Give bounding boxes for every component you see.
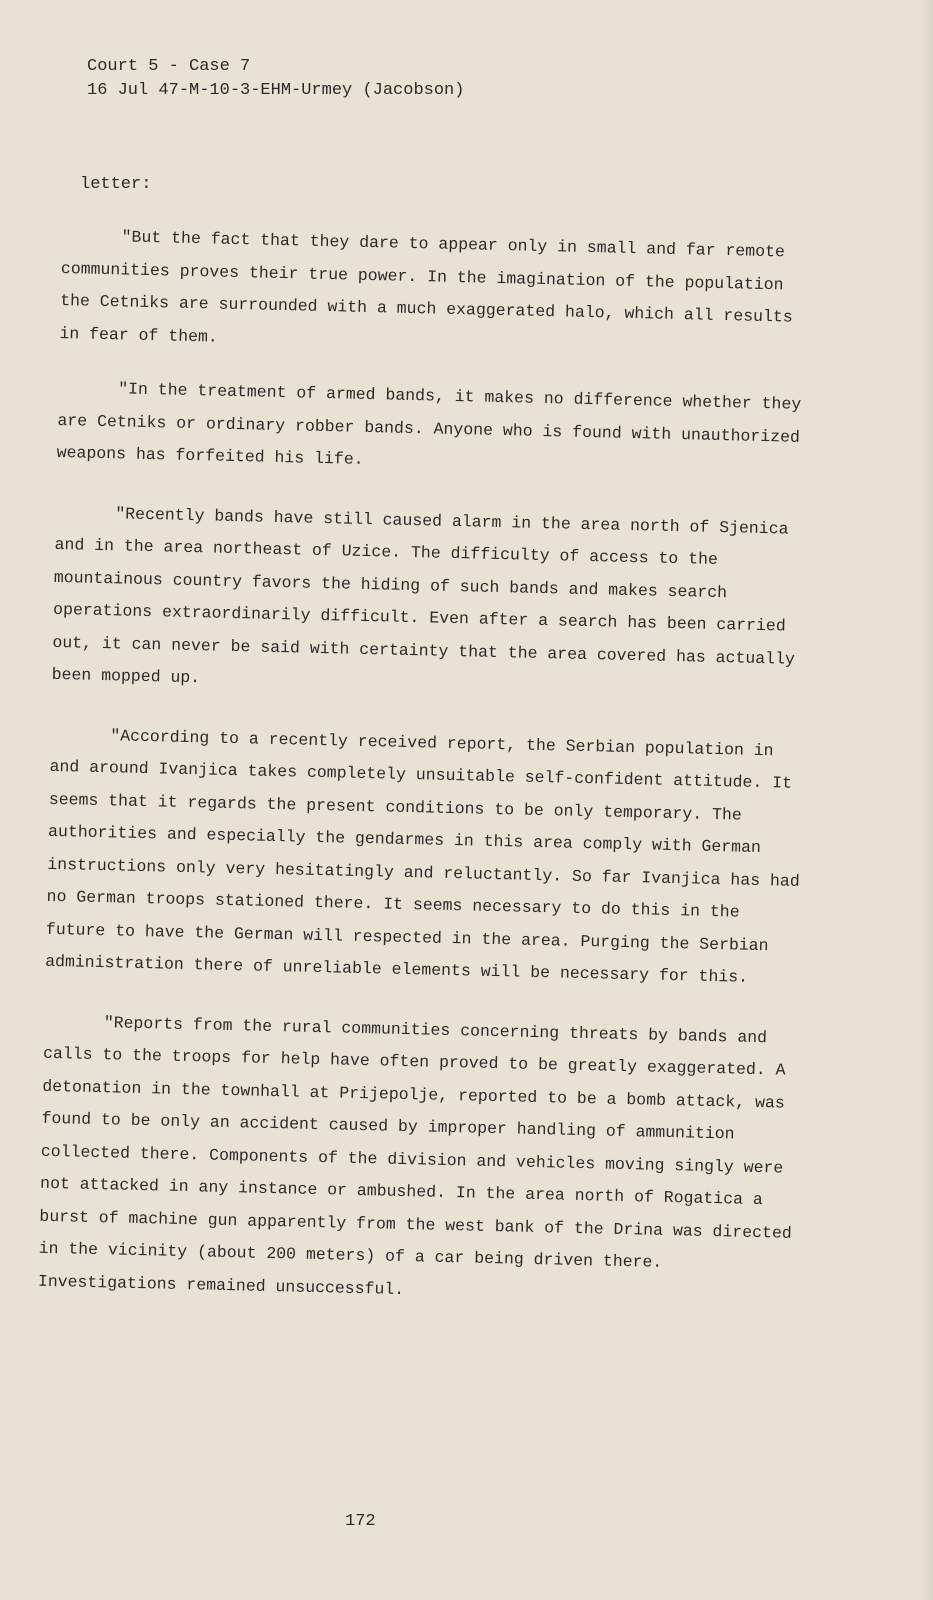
paragraph-4: "According to a recently received report, the Serbian population in and around Ivanjica takes completely unsuitable self-confident attitude. It seems that it regards the present conditions to be only temporary. The authorities and especially the gendarmes in this area comply with German instructions only very hesitatingly and reluctantly. So far Ivanjica has had no German troops stationed there. It seems necessary to do this in the future to have the German will respected in the area. Purging the Serbian administration there of unreliable elements will be necessary for this. <box>44 725 800 987</box>
date-reference-line: 16 Jul 47-M-10-3-EHM-Urmey (Jacobson) <box>87 81 465 100</box>
paragraph-5: "Reports from the rural communities concerning threats by bands and calls to the troops for help have often proved to be greatly exaggerated. A detonation in the townhall at Prijepolje, reported to be a bomb attack, was found to be only an accident caused by improper handling of ammunition collected there. Components of the division and vehicles moving singly were not attacked in any instance or ambushed. In the area north of Rogatica a burst of machine gun apparently from the west bank of the Drina was directed in the vicinity (about 200 meters) of a car being driven there. Investigations remained unsuccessful. <box>37 1012 792 1299</box>
case-header <box>87 55 464 103</box>
page-edge-shadow <box>921 0 933 1600</box>
letter-body <box>37 220 822 1342</box>
paragraph-2: "In the treatment of armed bands, it makes no difference whether they are Cetniks or ordinary robber bands. Anyone who is found with unauthorized weapons has forfeited his life. <box>56 379 802 469</box>
paragraph-1: "But the fact that they dare to appear only in small and far remote communities proves their true power. In the imagination of the population the Cetniks are surrounded with a much exaggerated halo, which all results in fear of them. <box>59 227 793 347</box>
court-case-line: Court 5 - Case 7 <box>87 57 251 76</box>
salutation: letter: <box>80 175 152 194</box>
paragraph-3: "Recently bands have still caused alarm in the area north of Sjenica and in the area northeast of Uzice. The difficulty of access to the mountainous country favors the hiding of such bands and makes search operations extraordinarily difficult. Even after a search has been carried out, it can never be said with certainty that the area covered has actually been mopped up. <box>51 503 796 688</box>
page-number: 172 <box>345 1512 376 1531</box>
